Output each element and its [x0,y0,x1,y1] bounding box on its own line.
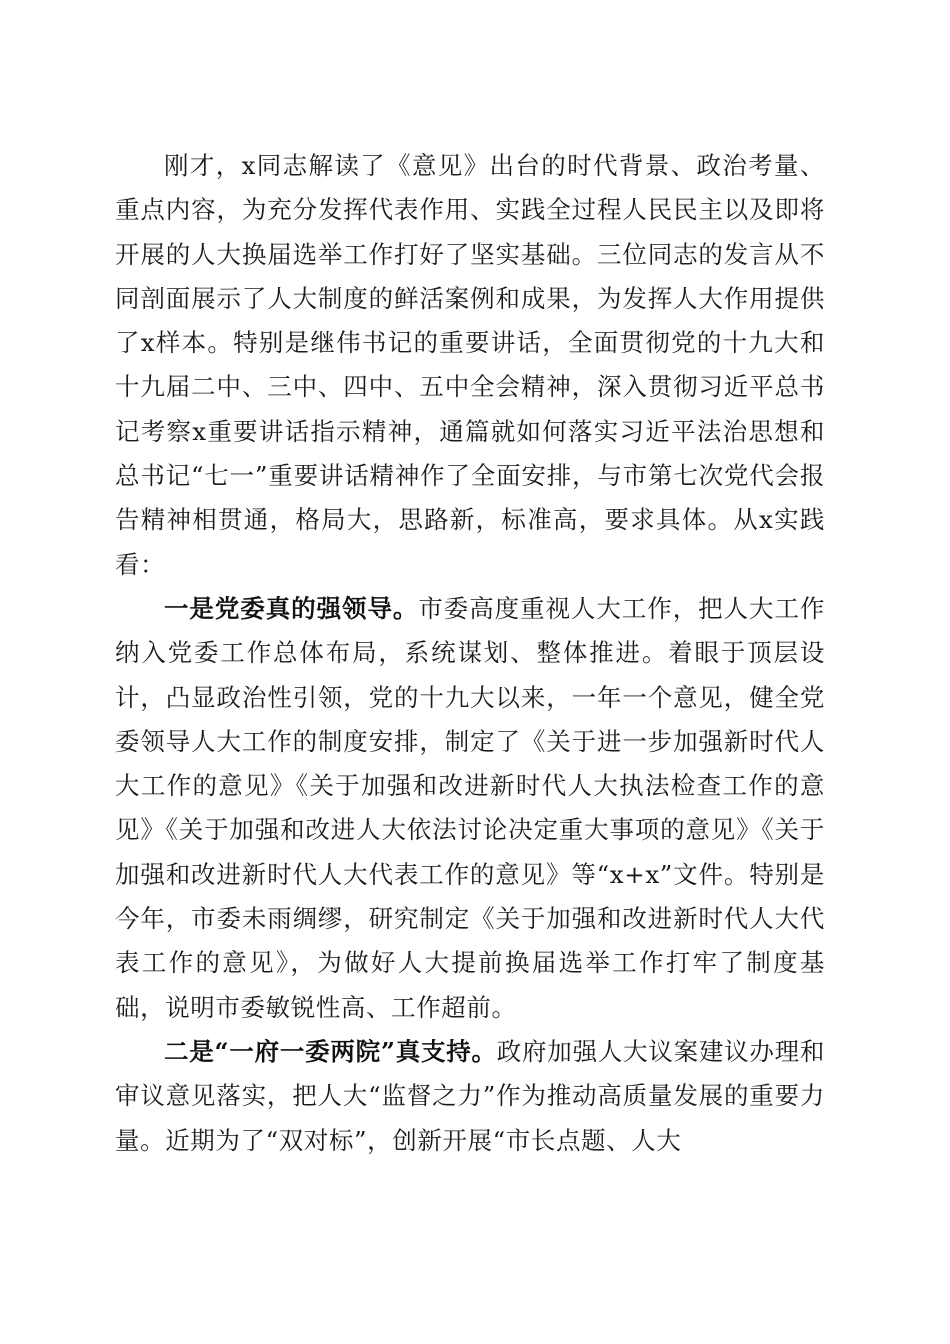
paragraph-intro [115,144,825,587]
paragraph-lead: 一是党委真的强领导。 [164,593,419,623]
paragraph-text: 刚才，x同志解读了《意见》出台的时代背景、政治考量、重点内容，为充分发挥代表作用、实践全过程人民民主以及即将开展的人大换届选举工作打好了坚实基础。三位同志的发言从不同剖面展示了人大制度的鲜活案例和成果，为发挥人大作用提供了x样本。特别是继伟书记的重要讲话，全面贯彻党的十九大和十九届二中、三中、四中、五中全会精神，深入贯彻习近平总书记考察x重要讲话指示精神，通篇就如何落实习近平法治思想和总书记“七一”重要讲话精神作了全面安排，与市第七次党代会报告精神相贯通，格局大，思路新，标准高，要求具体。从x实践看： [115,151,825,579]
paragraph-point-two [115,1030,825,1163]
paragraph-text: 市委高度重视人大工作，把人大工作纳入党委工作总体布局，系统谋划、整体推进。着眼于顶层设计，凸显政治性引领，党的十九大以来，一年一个意见，健全党委领导人大工作的制度安排，制定了《关于进一步加强新时代人大工作的意见》《关于加强和改进新时代人大执法检查工作的意见》《关于加强和改进人大依法讨论决定重大事项的意见》《关于加强和改进新时代人大代表工作的意见》等“x+x”文件。特别是今年，市委未雨绸缪，研究制定《关于加强和改进新时代人大代表工作的意见》，为做好人大提前换届选举工作打牢了制度基础，说明市委敏锐性高、工作超前。 [115,593,825,1022]
paragraph-point-one [115,587,825,1030]
paragraph-lead: 二是“一府一委两院”真支持。 [164,1036,497,1066]
document-body [115,144,825,1163]
paragraph-text: 政府加强人大议案建议办理和审议意见落实，把人大“监督之力”作为推动高质量发展的重要力量。近期为了“双对标”，创新开展“市长点题、人大 [115,1036,825,1155]
